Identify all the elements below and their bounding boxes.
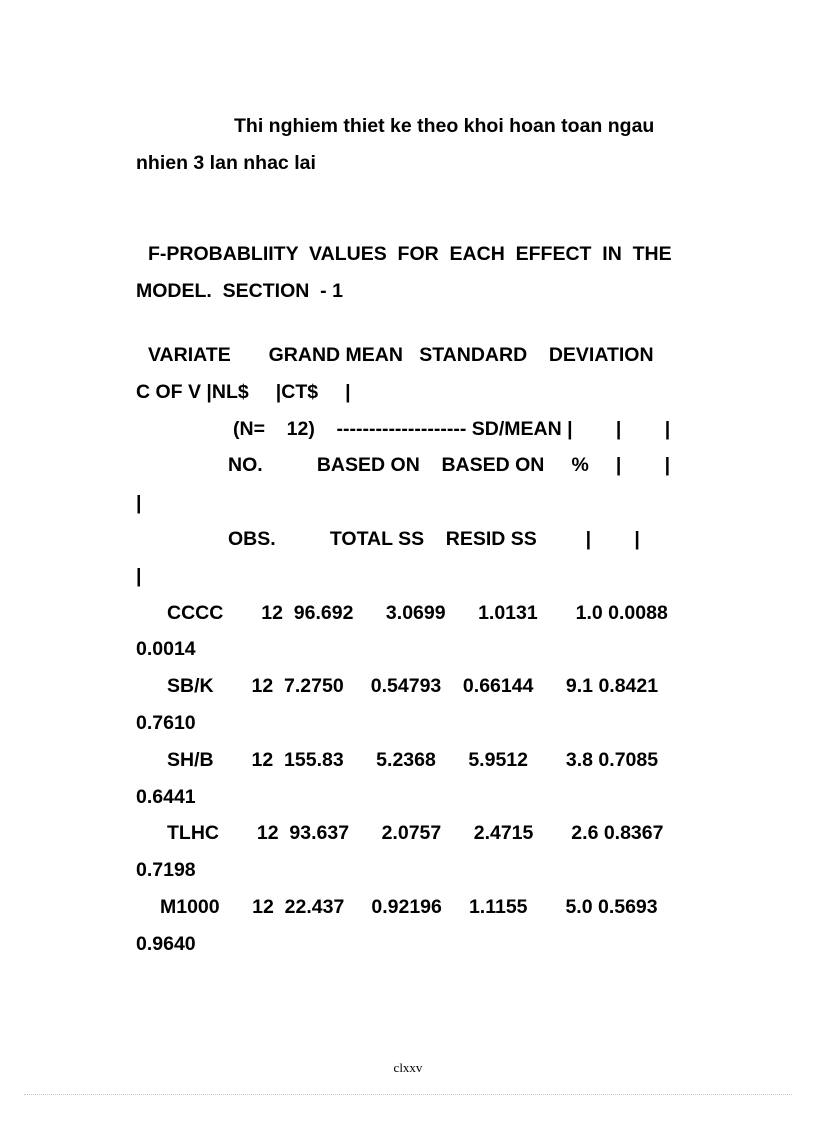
table-row-shb-cont: 0.6441 [136, 786, 196, 808]
section-heading-line-1: F-PROBABLIITY VALUES FOR EACH EFFECT IN THE [148, 243, 672, 265]
table-header-row-7: | [136, 565, 142, 587]
table-row-tlhc: TLHC 12 93.637 2.0757 2.4715 2.6 0.8367 [167, 822, 664, 844]
intro-line-1: Thi nghiem thiet ke theo khoi hoan toan ngau [234, 115, 655, 137]
table-header-row-5: | [136, 492, 142, 514]
page-bottom-divider [24, 1094, 792, 1095]
table-row-m1000-cont: 0.9640 [136, 933, 196, 955]
table-header-row-2: C OF V |NL$ |CT$ | [136, 381, 351, 403]
table-header-row-1: VARIATE GRAND MEAN STANDARD DEVIATION [148, 344, 654, 366]
intro-line-2: nhien 3 lan nhac lai [136, 152, 316, 174]
table-header-row-3: (N= 12) -------------------- SD/MEAN | | | [233, 418, 671, 440]
table-header-row-6: OBS. TOTAL SS RESID SS | | [228, 528, 640, 550]
table-row-tlhc-cont: 0.7198 [136, 859, 196, 881]
table-row-sbk-cont: 0.7610 [136, 712, 196, 734]
table-row-cccc-cont: 0.0014 [136, 638, 196, 660]
table-header-row-4: NO. BASED ON BASED ON % | | [228, 454, 671, 476]
table-row-sbk: SB/K 12 7.2750 0.54793 0.66144 9.1 0.8421 [167, 675, 659, 697]
section-heading-line-2: MODEL. SECTION - 1 [136, 280, 343, 302]
table-row-m1000: M1000 12 22.437 0.92196 1.1155 5.0 0.5693 [160, 896, 658, 918]
page-number: clxxv [393, 1060, 423, 1075]
table-row-shb: SH/B 12 155.83 5.2368 5.9512 3.8 0.7085 [167, 749, 659, 771]
table-row-cccc: CCCC 12 96.692 3.0699 1.0131 1.0 0.0088 [167, 602, 668, 624]
